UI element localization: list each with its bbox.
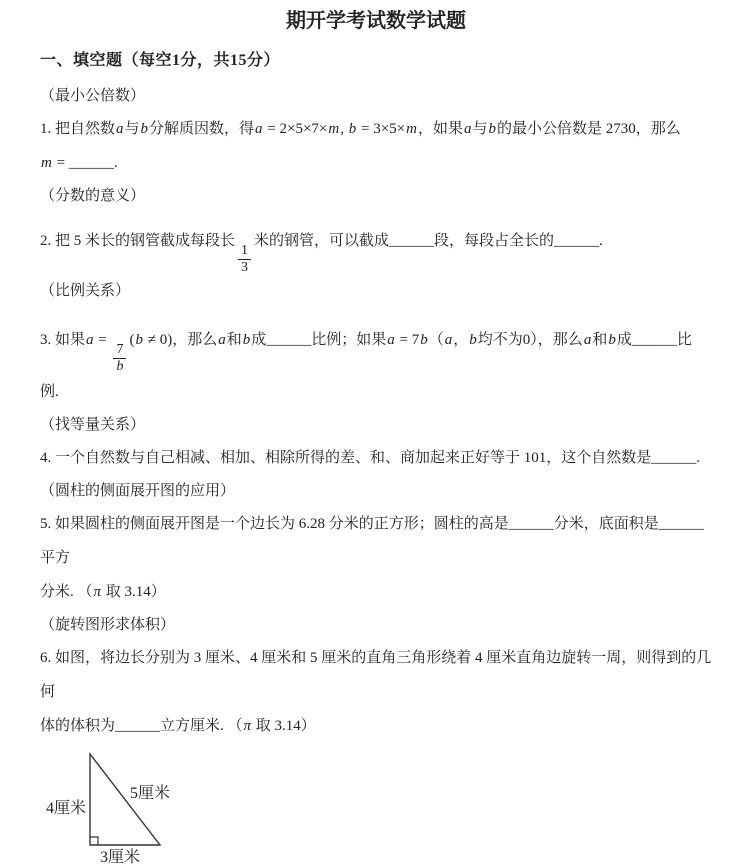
inverse-proportion-formula	[85, 332, 173, 375]
triangle-svg	[40, 751, 250, 865]
question-5-line-2	[40, 575, 712, 609]
hint-equivalence: （找等量关系）	[40, 416, 146, 433]
math-op: ≠ 0)	[143, 332, 173, 349]
question-6-text: 体的体积为	[40, 717, 116, 734]
question-1-text: 分解质因数，得	[149, 121, 255, 137]
question-5-text: 分米，底面积是	[553, 515, 659, 532]
question-6-line-2	[40, 709, 712, 743]
question-3-text: 和	[592, 332, 608, 349]
math-var-b: b	[242, 332, 251, 349]
math-op: = 2×5×7×	[263, 121, 328, 137]
fraction-denominator: b	[116, 359, 124, 375]
math-op: (	[129, 332, 135, 349]
answer-blank: ______	[508, 515, 554, 532]
math-op: = 3×5×	[357, 121, 406, 137]
hint-proportion: （比例关系）	[40, 283, 131, 300]
side-label-hypotenuse: 5厘米	[130, 784, 171, 802]
math-op: =	[52, 155, 69, 171]
question-3-text: 和	[226, 332, 242, 349]
side-label-base: 3厘米	[100, 848, 141, 865]
factorization-formula	[254, 121, 418, 137]
fraction-numerator: 7	[113, 342, 126, 359]
math-var-a: a	[463, 121, 472, 137]
question-3-text: 均不为	[477, 332, 523, 349]
answer-blank: ______	[651, 449, 697, 466]
question-3-text: 成	[616, 332, 632, 349]
fraction-seven-over-b	[113, 342, 126, 374]
side-label-vertical: 4厘米	[46, 799, 87, 817]
question-5-number: 5.	[40, 515, 52, 532]
math-var-a: a	[444, 332, 453, 349]
math-var-b: b	[348, 121, 357, 137]
question-6-number: 6.	[40, 649, 52, 666]
question-3-text: ），那么	[530, 332, 583, 349]
question-3-line-1	[40, 307, 712, 374]
math-var-b: b	[469, 332, 477, 349]
math-op: ,	[340, 121, 348, 137]
hint-fraction-meaning: （分数的意义）	[40, 188, 146, 204]
question-5-text: 取 3.14）	[102, 583, 166, 600]
page-title: 期开学考试数学试题	[286, 10, 466, 32]
fraction-one-third	[238, 243, 251, 275]
answer-blank: ______	[658, 515, 704, 532]
answer-blank: ______	[115, 717, 161, 734]
math-var-b: b	[608, 332, 616, 349]
question-1-text: 的最小公倍数是 2730，那么	[497, 121, 681, 137]
question-4-line	[40, 441, 712, 475]
math-var-m: m	[406, 121, 417, 137]
question-5-text: 平方	[40, 549, 71, 566]
answer-blank: ______	[68, 155, 114, 171]
math-pi: π	[243, 717, 252, 734]
question-6-text: 如图，将边长分别为 3 厘米、4 厘米和 5 厘米的直角三角形绕着 4 厘米直角边旋转一周，则得到的几何	[40, 649, 712, 700]
math-op: =	[94, 332, 111, 349]
answer-blank: ______	[389, 233, 435, 249]
question-1-line-2	[40, 146, 712, 180]
math-var-a: a	[116, 121, 124, 137]
question-2-text: .	[599, 233, 603, 249]
question-5-text: 如果圆柱的侧面展开图是一个边长为 6.28 分米的正方形；圆柱的高是	[55, 515, 509, 532]
math-var-b: b	[488, 121, 496, 137]
answer-blank: ______	[266, 332, 312, 349]
math-num: 0	[522, 332, 531, 349]
question-3-number: 3.	[40, 332, 52, 349]
question-3-text: ，那么	[172, 332, 218, 349]
hint-lcm: （最小公倍数）	[40, 88, 146, 104]
math-var-b: b	[420, 332, 428, 349]
question-3-text: 如果	[55, 332, 86, 349]
fraction-numerator: 1	[238, 243, 251, 260]
section-heading: 一、填空题（每空1分，共15分）	[40, 52, 281, 69]
math-var-a: a	[86, 332, 94, 349]
question-6-text: 立方厘米. （	[160, 717, 243, 734]
math-var-a: a	[218, 332, 226, 349]
question-2-line	[40, 212, 712, 275]
question-1-text: 与	[472, 121, 488, 137]
right-triangle-figure	[40, 751, 712, 865]
question-3-text: 比	[676, 332, 692, 349]
answer-blank: ______	[554, 233, 600, 249]
math-pi: π	[93, 583, 102, 600]
question-2-text: 米的钢管，可以截成	[254, 233, 390, 249]
question-2-text: 段，每段占全长的	[434, 233, 555, 249]
question-3-text: （	[428, 332, 444, 349]
math-op: = 7	[395, 332, 420, 349]
right-angle-mark	[90, 837, 98, 845]
question-1-text: ，如果	[417, 121, 463, 137]
question-4-text: 一个自然数与自己相减、相加、相除所得的差、和、商加起来正好等于 101，这个自然数是	[55, 449, 652, 466]
hint-rotation: （旋转图形求体积）	[40, 616, 176, 633]
question-5-text: 分米. （	[40, 583, 93, 600]
answer-blank: ______	[631, 332, 677, 349]
math-var-a: a	[387, 332, 395, 349]
question-6-text: 取 3.14）	[252, 717, 316, 734]
question-1-line-1	[40, 112, 712, 146]
math-var-a: a	[583, 332, 592, 349]
question-5-line-1	[40, 507, 712, 575]
question-2-number: 2.	[40, 233, 52, 249]
question-1-text: 与	[124, 121, 140, 137]
hint-cylinder: （圆柱的侧面展开图的应用）	[40, 482, 236, 499]
math-var-m: m	[41, 155, 52, 171]
question-6-line-1	[40, 641, 712, 709]
question-3-text: ，	[453, 332, 469, 349]
fraction-denominator: 3	[241, 259, 249, 275]
question-3-text: 比例；如果	[311, 332, 387, 349]
question-1-text: 把自然数	[55, 121, 116, 137]
question-3-line-2: 例.	[40, 383, 59, 400]
direct-proportion-formula	[386, 332, 428, 348]
question-2-text: 把 5 米长的钢管截成每段长	[55, 233, 236, 249]
question-4-text: .	[696, 449, 701, 466]
question-4-number: 4.	[40, 449, 52, 466]
math-var-m: m	[328, 121, 340, 137]
math-var-b: b	[135, 332, 143, 349]
question-3-text: 成	[251, 332, 267, 349]
question-1-text: .	[113, 155, 118, 171]
math-var-b: b	[140, 121, 149, 137]
question-1-number: 1.	[40, 121, 52, 137]
math-var-a: a	[255, 121, 263, 137]
